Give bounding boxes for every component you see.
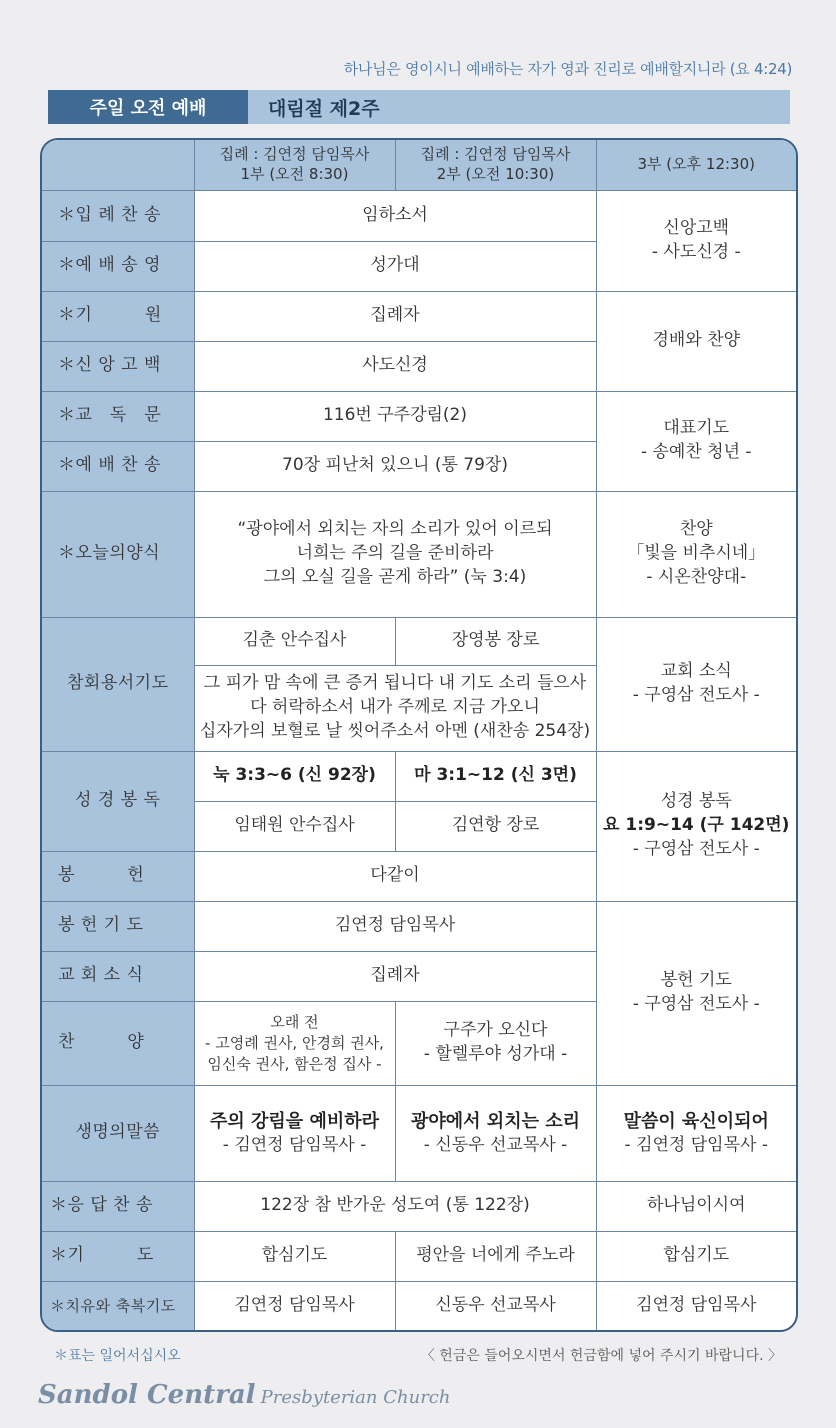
header-blank (42, 140, 194, 190)
blessing-3: 김연정 담임목사 (596, 1281, 796, 1331)
table-row (42, 901, 796, 951)
table-header-row (42, 140, 796, 190)
table-row (42, 617, 796, 665)
title-bar (48, 90, 790, 124)
row-label: ＊신 앙 고 백 (42, 341, 194, 391)
third-service-cell: 하나님이시여 (596, 1181, 796, 1231)
row-value: 70장 피난처 있으니 (통 79장) (194, 441, 596, 491)
offering-note: 〈 헌금은 들어오시면서 헌금함에 넣어 주시기 바랍니다. 〉 (420, 1348, 782, 1364)
table-row (42, 491, 796, 617)
row-value: 116번 구주강림(2) (194, 391, 596, 441)
row-label: 교 회 소 식 (42, 951, 194, 1001)
row-label: 성 경 봉 독 (42, 751, 194, 851)
header-service-2: 집례 : 김연정 담임목사 2부 (오전 10:30) (395, 140, 596, 190)
row-label: ＊예 배 찬 송 (42, 441, 194, 491)
reader-1: 임태원 안수집사 (194, 801, 395, 851)
header-service-1: 집례 : 김연정 담임목사 1부 (오전 8:30) (194, 140, 395, 190)
sermon-1: 주의 강림을 예비하라 - 김연정 담임목사 - (194, 1085, 395, 1181)
row-value: 다같이 (194, 851, 596, 901)
table-row (42, 190, 796, 241)
third-service-cell: 찬양 「빛을 비추시네」 - 시온찬양대- (596, 491, 796, 617)
sermon-3: 말씀이 육신이되어 - 김연정 담임목사 - (596, 1085, 796, 1181)
table-row (42, 1231, 796, 1281)
row-label: 생명의말씀 (42, 1085, 194, 1181)
third-service-cell: 교회 소식 - 구영삼 전도사 - (596, 617, 796, 751)
prayer-2: 평안을 너에게 주노라 (395, 1231, 596, 1281)
prayer-hymn-cell: 그 피가 맘 속에 큰 증거 됩니다 내 기도 소리 들으사 다 허락하소서 내가 주께로 지금 가오니 십자가의 보혈로 날 씻어주소서 아멘 (새찬송 254장) (194, 665, 596, 751)
row-value: 임하소서 (194, 190, 596, 241)
row-label: 봉 헌 (42, 851, 194, 901)
third-service-cell: 경배와 찬양 (596, 291, 796, 391)
row-label: ＊기 원 (42, 291, 194, 341)
blessing-1: 김연정 담임목사 (194, 1281, 395, 1331)
leader-2: 장영봉 장로 (395, 617, 596, 665)
row-label: 봉 헌 기 도 (42, 901, 194, 951)
church-name: Sandol Central (38, 1380, 256, 1410)
church-logo (38, 1380, 450, 1410)
season-title: 대림절 제2주 (268, 97, 380, 120)
reading-1: 눅 3:3~6 (신 92장) (194, 751, 395, 801)
row-value: 김연정 담임목사 (194, 901, 596, 951)
table-row (42, 1281, 796, 1331)
blessing-2: 신동우 선교목사 (395, 1281, 596, 1331)
row-label: ＊치유와 축복기도 (42, 1281, 194, 1331)
prayer-3: 합심기도 (596, 1231, 796, 1281)
choir-2: 구주가 오신다 - 할렐루야 성가대 - (395, 1001, 596, 1085)
table-row (42, 1085, 796, 1181)
row-value: 집례자 (194, 951, 596, 1001)
church-subtitle: Presbyterian Church (260, 1387, 451, 1408)
row-label: ＊기 도 (42, 1231, 194, 1281)
row-value: 사도신경 (194, 341, 596, 391)
row-value: 집례자 (194, 291, 596, 341)
row-label: ＊예 배 송 영 (42, 241, 194, 291)
service-title: 주일 오전 예배 (48, 90, 248, 124)
order-of-worship-table (40, 138, 798, 1332)
row-label: 참회용서기도 (42, 617, 194, 751)
reader-2: 김연항 장로 (395, 801, 596, 851)
third-service-cell: 대표기도 - 송예찬 청년 - (596, 391, 796, 491)
table-row (42, 1181, 796, 1231)
row-label: ＊교 독 문 (42, 391, 194, 441)
third-service-cell: 성경 봉독 요 1:9~14 (구 142면) - 구영삼 전도사 - (596, 751, 796, 901)
reading-2: 마 3:1~12 (신 3면) (395, 751, 596, 801)
sermon-2: 광야에서 외치는 소리 - 신동우 선교목사 - (395, 1085, 596, 1181)
row-value: 122장 참 반가운 성도여 (통 122장) (194, 1181, 596, 1231)
standing-note: ＊표는 일어서십시오 (54, 1348, 181, 1364)
row-label: ＊오늘의양식 (42, 491, 194, 617)
table-row (42, 291, 796, 341)
row-label: ＊입 례 찬 송 (42, 190, 194, 241)
third-service-cell: 봉헌 기도 - 구영삼 전도사 - (596, 901, 796, 1085)
row-label: 찬 양 (42, 1001, 194, 1085)
header-service-3: 3부 (오후 12:30) (596, 140, 796, 190)
third-service-cell: 신앙고백 - 사도신경 - (596, 190, 796, 291)
row-value: 성가대 (194, 241, 596, 291)
choir-1: 오래 전 - 고영례 권사, 안경희 권사, 임신숙 권사, 함은정 집사 - (194, 1001, 395, 1085)
row-label: ＊응 답 찬 송 (42, 1181, 194, 1231)
scripture-cell: “광야에서 외치는 자의 소리가 있어 이르되 너희는 주의 길을 준비하라 그의 오실 길을 곧게 하라” (눅 3:4) (194, 491, 596, 617)
table-row (42, 751, 796, 801)
prayer-1: 합심기도 (194, 1231, 395, 1281)
scripture-verse: 하나님은 영이시니 예배하는 자가 영과 진리로 예배할지니라 (요 4:24) (343, 60, 792, 78)
leader-1: 김춘 안수집사 (194, 617, 395, 665)
table-row (42, 391, 796, 441)
